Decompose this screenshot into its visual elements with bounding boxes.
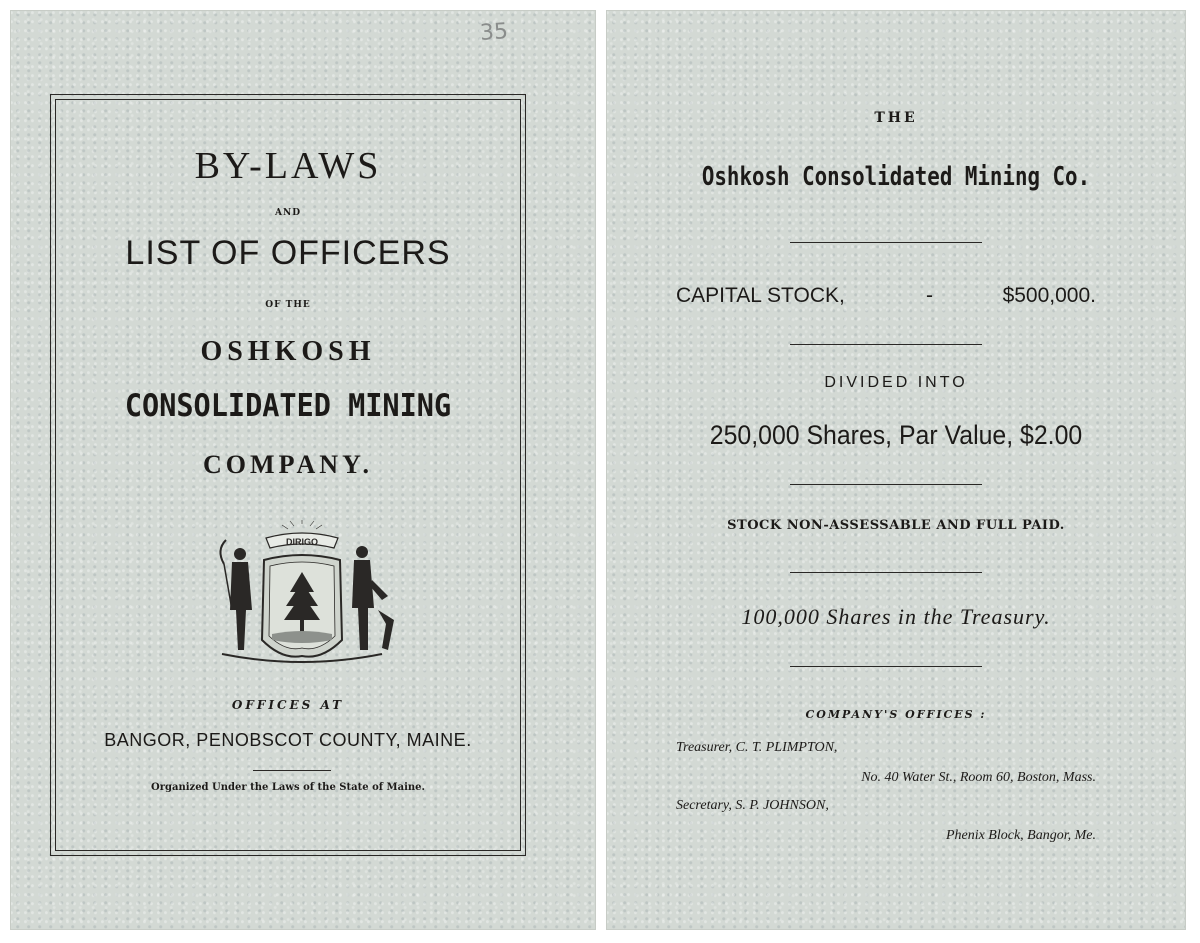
organized-text: Organized Under the Laws of the State of Maine. bbox=[151, 782, 425, 793]
shares-text: 250,000 Shares, Par Value, $2.00 bbox=[709, 420, 1083, 450]
divided-heading: DIVIDED INTO bbox=[824, 374, 968, 391]
divider bbox=[253, 770, 331, 771]
divider bbox=[790, 572, 982, 573]
pencil-mark: 35 bbox=[479, 19, 509, 46]
capital-dash: - bbox=[926, 284, 933, 307]
treasurer-line: Treasurer, C. T. PLIMPTON, bbox=[676, 740, 838, 755]
divider bbox=[790, 484, 982, 485]
divider bbox=[790, 242, 982, 243]
the-heading: THE bbox=[874, 110, 918, 126]
company-name-line3: COMPANY. bbox=[203, 450, 373, 479]
double-border-frame bbox=[50, 94, 526, 856]
inner-frame bbox=[55, 99, 521, 851]
left-page bbox=[10, 10, 596, 930]
subtitle: LIST OF OFFICERS bbox=[125, 234, 451, 272]
page-title: BY-LAWS bbox=[194, 145, 382, 187]
seal-motto: DIRIGO bbox=[285, 537, 319, 547]
capital-label: CAPITAL STOCK, bbox=[676, 284, 845, 307]
company-name: Oshkosh Consolidated Mining Co. bbox=[701, 162, 1091, 192]
company-offices-heading: COMPANY'S OFFICES : bbox=[805, 708, 987, 721]
of-the-text: OF THE bbox=[265, 300, 311, 310]
treasurer-address: No. 40 Water St., Room 60, Boston, Mass. bbox=[861, 770, 1096, 785]
company-name-line2: CONSOLIDATED MINING bbox=[124, 388, 452, 424]
location-text: BANGOR, PENOBSCOT COUNTY, MAINE. bbox=[104, 730, 472, 750]
offices-heading: OFFICES AT bbox=[231, 698, 345, 712]
treasury-text: 100,000 Shares in the Treasury. bbox=[741, 604, 1051, 629]
stock-note: STOCK NON-ASSESSABLE AND FULL PAID. bbox=[727, 518, 1065, 533]
right-page bbox=[606, 10, 1186, 930]
state-seal-icon bbox=[202, 520, 402, 676]
company-name-line1: OSHKOSH bbox=[200, 336, 376, 367]
and-text: AND bbox=[274, 208, 301, 218]
capital-value: $500,000. bbox=[1002, 284, 1096, 307]
divider bbox=[790, 666, 982, 667]
divider bbox=[790, 344, 982, 345]
secretary-address: Phenix Block, Bangor, Me. bbox=[945, 828, 1096, 843]
secretary-line: Secretary, S. P. JOHNSON, bbox=[676, 798, 829, 813]
